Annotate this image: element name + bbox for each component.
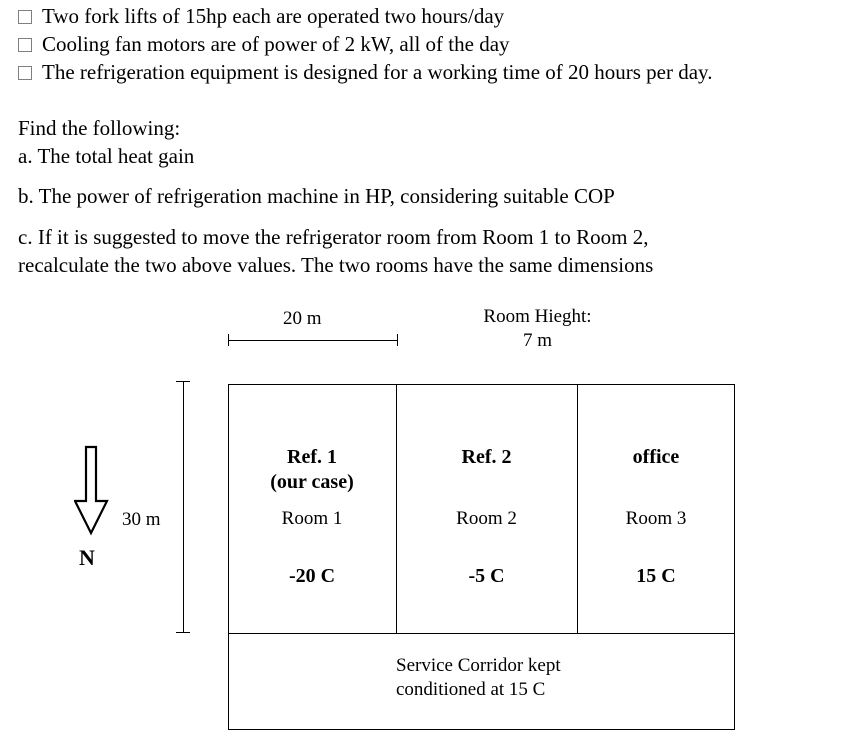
checkbox-icon [18,66,32,80]
north-arrow-icon [74,445,110,537]
room3-name: Room 3 [625,508,687,529]
room2-title: Ref. 2 [461,446,512,468]
width-dimension-tick-left [228,334,229,346]
given-text-1: Two fork lifts of 15hp each are operated two hours/day [42,4,505,28]
corridor-label-line2: conditioned at 15 C [396,679,546,700]
room-height-value: 7 m [522,330,553,351]
room1-title: Ref. 1 [287,446,337,468]
room2-temp: -5 C [468,565,505,587]
given-text-3: The refrigeration equipment is designed for a working time of 20 hours per day. [42,60,713,84]
given-item-3 [18,59,712,85]
room-height-label: Room Hieght: [483,306,592,327]
corridor-label-line1: Service Corridor kept [396,655,561,676]
width-dimension-label: 20 m [283,308,322,329]
depth-dimension-label: 30 m [122,509,161,530]
room2-name: Room 2 [456,508,517,529]
given-item-1 [18,3,504,29]
depth-dimension-tick-bottom [176,632,190,633]
room3-title: office [632,446,680,468]
checkbox-icon [18,10,32,24]
question-c-line1: c. If it is suggested to move the refrigerator room from Room 1 to Room 2, [18,225,649,249]
room1-name: Room 1 [281,508,343,529]
question-a: a. The total heat gain [18,144,195,168]
given-item-2 [18,31,510,57]
width-dimension-tick-right [397,334,398,346]
question-c-line2: recalculate the two above values. The two rooms have the same dimensions [18,253,654,277]
room3-temp: 15 C [636,565,676,587]
width-dimension-line [228,340,398,341]
checkbox-icon [18,38,32,52]
questions-heading: Find the following: [18,116,181,140]
room1-temp: -20 C [288,565,336,587]
question-b: b. The power of refrigeration machine in HP, considering suitable COP [18,184,615,208]
depth-dimension-line [183,381,184,633]
north-label: N [79,545,95,570]
room1-subtitle: (our case) [270,471,354,493]
given-text-2: Cooling fan motors are of power of 2 kW, all of the day [42,32,510,56]
depth-dimension-tick-top [176,381,190,382]
